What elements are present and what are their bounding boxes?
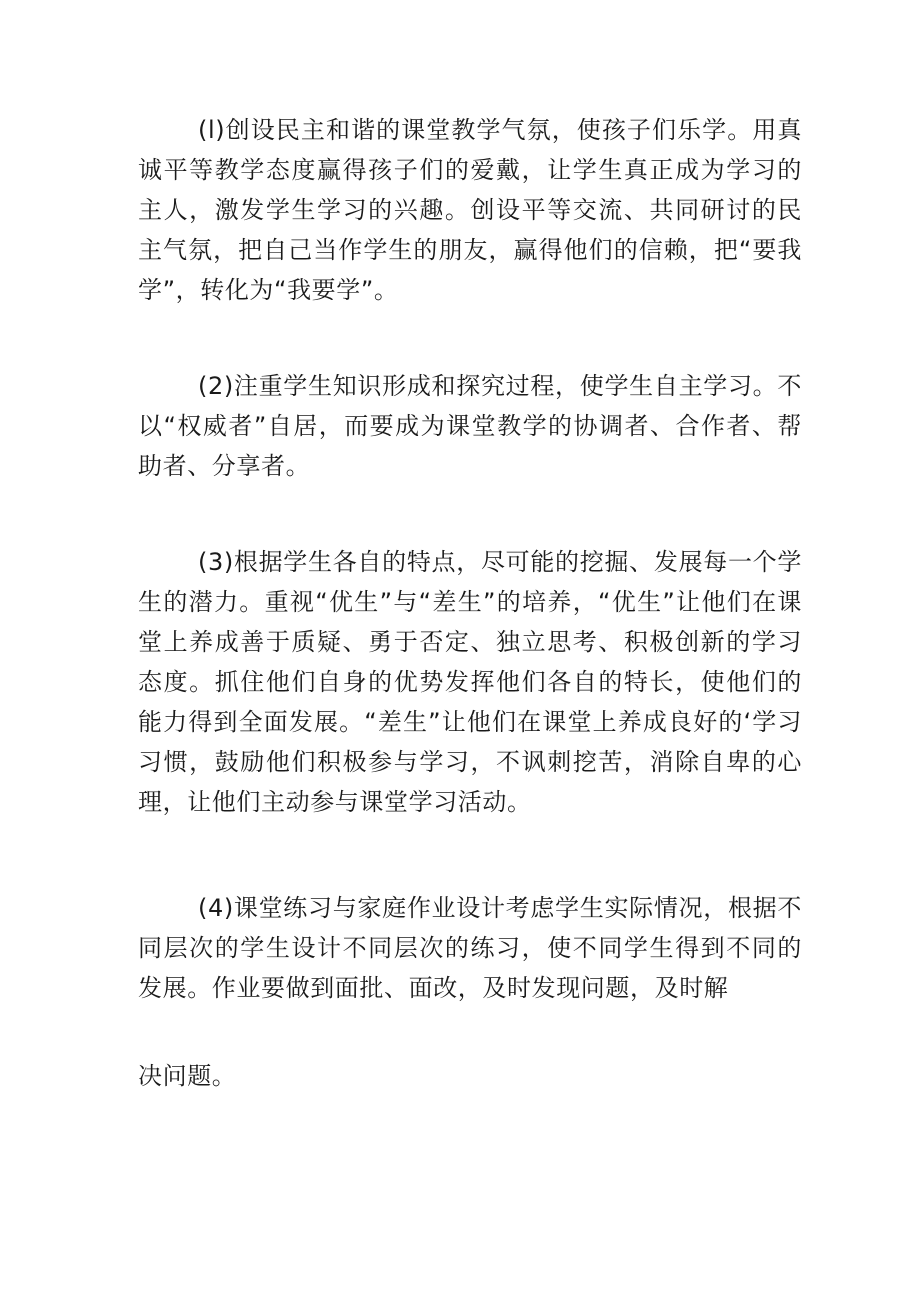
- paragraph-2: (2)注重学生知识形成和探究过程，使学生自主学习。不以“权威者”自居，而要成为课堂教学的协调者、合作者、帮助者、分享者。: [138, 372, 802, 480]
- paragraph-3: (3)根据学生各自的特点，尽可能的挖掘、发展每一个学生的潜力。重视“优生”与“差生”的培养，“优生”让他们在课堂上养成善于质疑、勇于否定、独立思考、积极创新的学习态度。抓住他们自身的优势发挥他们各自的特长，使他们的能力得到全面发展。“差生”让他们在课堂上养成良好的‘学习习惯，鼓励他们积极参与学习，不讽刺挖苦，消除自卑的心理，让他们主动参与课堂学习活动。: [138, 548, 802, 816]
- paragraph-4: (4)课堂练习与家庭作业设计考虑学生实际情况，根据不同层次的学生设计不同层次的练习，使不同学生得到不同的发展。作业要做到面批、面改，及时发现问题，及时解: [138, 894, 802, 1002]
- paragraph-1: (l)创设民主和谐的课堂教学气氛，使孩子们乐学。用真诚平等教学态度赢得孩子们的爱戴，让学生真正成为学习的主人，激发学生学习的兴趣。创设平等交流、共同研讨的民主气氛，把自己当作学生的朋友，赢得他们的信赖，把“要我学”，转化为“我要学”。: [138, 116, 802, 304]
- paragraph-4-continuation: 决问题。: [138, 1062, 237, 1090]
